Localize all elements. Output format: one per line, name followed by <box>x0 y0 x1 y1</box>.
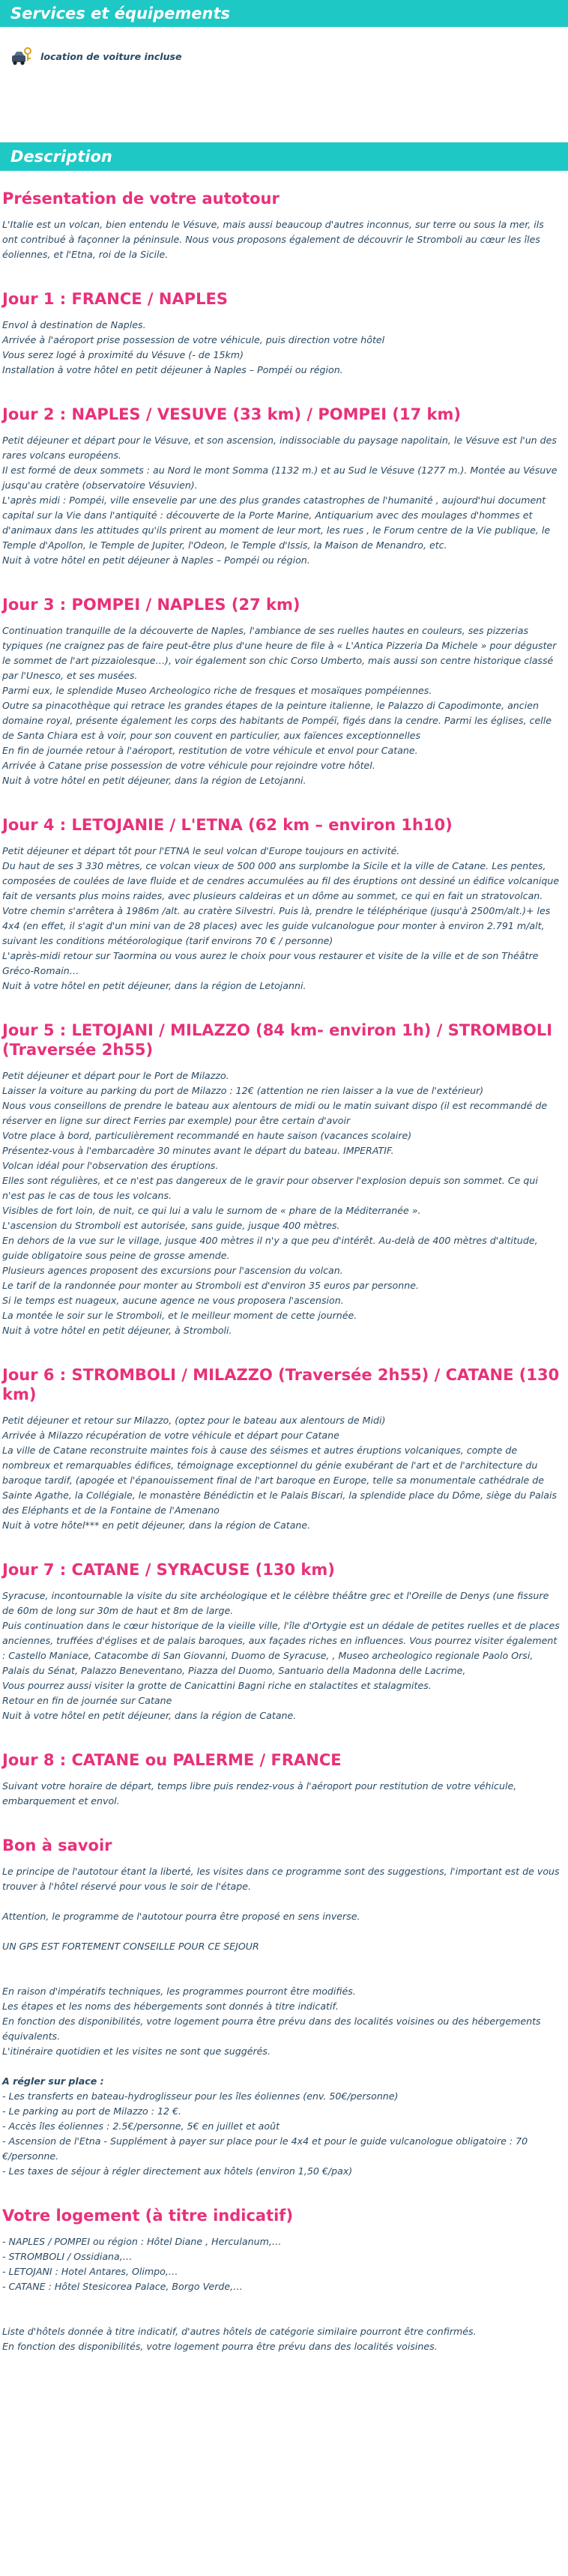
paragraph: Puis continuation dans le cœur historique de la vieille ville, l'île d'Ortygie est un dédale de petites ruelles et de places anciennes, truffées d'églises et de palais baroques, aux façades riches en influences. Vous pourrez visiter également : Castello Maniace, Catacombe di San Giovanni, Duomo de Syracuse, , Museo archeologico regionale Paolo Orsi, Palais du Sénat, Palazzo Beneventano, Piazza del Duomo, Santuario della Madonna delle Lacrime, <box>2 1620 560 1676</box>
paragraph: Du haut de ses 3 330 mètres, ce volcan vieux de 500 000 ans surplombe la Sicile et la ville de Catane. Les pentes, composées de coulées de lave fluide et de cendres accumulées au fil des éruptions ont dessiné un édifice volcanique fait de versants plus moins raides, avec plusieurs caldeiras et un dôme au sommet, ce qui en fait un stratovolcan. <box>2 860 560 901</box>
section-title: Jour 4 : LETOJANIE / L'ETNA (62 km – environ 1h10) <box>2 816 453 834</box>
paragraph: Nuit à votre hôtel en petit déjeuner, dans la région de Catane. <box>2 1710 297 1721</box>
paragraph: La ville de Catane reconstruite maintes fois à cause des séismes et autres éruptions volcaniques, compte de nombreux et remarquables édifices, témoignage exceptionnel du génie exubérant de l'art et de l'architecture du baroque tardif, (apogée et l'épanouissement final de l'art baroque en Europe, telle sa monumentale cathédrale de Sainte Agathe, la Collégiale, le monastère Bénédictin et le Palais Biscari, la splendide place du Dôme, siège du Palais des Eléphants et de la Fontaine de l'Amenano <box>2 1445 558 1516</box>
paragraph: Envol à destination de Naples. <box>2 319 146 330</box>
paragraph: La montée le soir sur le Stromboli, et le meilleur moment de cette journée. <box>2 1310 357 1321</box>
paragraph: L'itinéraire quotidien et les visites ne sont que suggérés. <box>2 2046 271 2057</box>
service-item <box>10 42 568 72</box>
paragraph: Le principe de l'autotour étant la liberté, les visites dans ce programme sont des suggestions, l'important est de vous trouver à l'hôtel réservé pour vous le soir de l'étape. <box>2 1866 560 1892</box>
service-item-label: location de voiture incluse <box>40 51 182 62</box>
paragraph: Votre chemin s'arrêtera à 1986m /alt. au cratère Silvestri. Puis là, prendre le téléphérique (jusqu'à 2500m/alt.)+ les 4x4 (en effet, il s'agit d'un mini van de 28 places) avec les guide vulcanologue pour monter à environ 2.791 m/alt, suivant les conditions météorologique (tarif environs 70 € / personne) <box>2 905 551 946</box>
section-title: Bon à savoir <box>2 1836 112 1854</box>
paragraph: Syracuse, incontournable la visite du site archéologique et le célèbre théâtre grec et l'Oreille de Denys (une fissure de 60m de long sur 30m de haut et 8m de large. <box>2 1590 549 1616</box>
paragraph: Petit déjeuner et départ tôt pour l'ETNA le seul volcan d'Europe toujours en activité. <box>2 845 400 856</box>
itinerary-section <box>2 1750 561 1809</box>
paragraph: - Les taxes de séjour à régler directement aux hôtels (environ 1,50 €/pax) <box>2 2165 353 2177</box>
paragraph: - Ascension de l'Etna - Supplément à payer sur place pour le 4x4 et pour le guide vulcanologue obligatoire : 70 €/personne. <box>2 2135 528 2162</box>
logement-section <box>2 2206 561 2354</box>
itinerary-section <box>2 815 561 994</box>
section-title: Jour 7 : CATANE / SYRACUSE (130 km) <box>2 1561 335 1579</box>
paragraph: Retour en fin de journée sur Catane <box>2 1695 172 1706</box>
section-title: Jour 1 : FRANCE / NAPLES <box>2 290 228 308</box>
paragraph: Votre place à bord, particulièrement recommandé en haute saison (vacances scolaire) <box>2 1130 412 1141</box>
paragraph: Outre sa pinacothèque qui retrace les grandes étapes de la peinture italienne, le Palazzo di Capodimonte, ancien domaine royal, présente également les corps des habitants de Pompéï, figés dans la cendre. Parmi les églises, celle de Santa Chiara est à voir, pour son couvent en particulier, aux faïences exceptionnelles <box>2 700 552 741</box>
paragraph: Les étapes et les noms des hébergements sont donnés à titre indicatif. <box>2 2001 339 2012</box>
paragraph: Installation à votre hôtel en petit déjeuner à Naples – Pompéi ou région. <box>2 364 343 375</box>
paragraph: Volcan idéal pour l'observation des éruptions. <box>2 1160 219 1171</box>
paragraph: Le tarif de la randonnée pour monter au Stromboli est d'environ 35 euros par personne. <box>2 1280 419 1291</box>
paragraph: Parmi eux, le splendide Museo Archeologico riche de fresques et mosaïques pompéiennes. <box>2 685 432 696</box>
paragraph: Petit déjeuner et départ pour le Vésuve, et son ascension, indissociable du paysage napolitain, le Vésuve est l'un des rares volcans européens. <box>2 435 557 461</box>
itinerary-section <box>2 289 561 378</box>
itinerary-section <box>2 1560 561 1723</box>
paragraph: Il est formé de deux sommets : au Nord le mont Somma (1132 m.) et au Sud le Vésuve (1277 m.). Montée au Vésuve jusqu'au cratère (observatoire Vésuvien). <box>2 465 558 491</box>
section-title: Jour 5 : LETOJANI / MILAZZO (84 km- environ 1h) / STROMBOLI (Traversée 2h55) <box>2 1021 553 1059</box>
itinerary-section <box>2 595 561 788</box>
paragraph: Plusieurs agences proposent des excursions pour l'ascension du volcan. <box>2 1265 343 1276</box>
paragraph: Nuit à votre hôtel en petit déjeuner, à Stromboli. <box>2 1325 232 1336</box>
paragraph: L'après midi : Pompéi, ville ensevelie par une des plus grandes catastrophes de l'humanité , aujourd'hui document capital sur la Vie dans l'antiquité : découverte de la Porte Marine, Antiquarium avec des moulages d'hommes et d'animaux dans les attitudes qu'ils prirent au moment de leur mort, les rues , le Forum centre de la Vie publique, le Temple d'Apollon, le Temple de Jupiter, l'Odeon, le Temple d'Issis, la Maison de Menandro, etc. <box>2 495 551 551</box>
paragraph: Présentez-vous à l'embarcadère 30 minutes avant le départ du bateau. IMPERATIF. <box>2 1145 394 1156</box>
paragraph: - STROMBOLI / Ossidiana,… <box>2 2251 133 2262</box>
services-header: Services et équipements <box>0 0 568 27</box>
paragraph: - NAPLES / POMPEI ou région : Hôtel Diane , Herculanum,… <box>2 2236 282 2247</box>
paragraph: Suivant votre horaire de départ, temps libre puis rendez-vous à l'aéroport pour restitution de votre véhicule, embarquement et envol. <box>2 1780 517 1806</box>
itinerary-section <box>2 405 561 568</box>
paragraph: L'après-midi retour sur Taormina ou vous aurez le choix pour vous restaurer et visite de la ville et de son Théâtre Gréco-Romain… <box>2 950 539 976</box>
section-title: Jour 8 : CATANE ou PALERME / FRANCE <box>2 1751 342 1769</box>
section-title: Votre logement (à titre indicatif) <box>2 2207 294 2225</box>
regler-title: A régler sur place : <box>2 2075 104 2087</box>
itinerary-section <box>2 1021 561 1338</box>
paragraph: Nuit à votre hôtel en petit déjeuner, dans la région de Letojanni. <box>2 980 306 991</box>
paragraph: - Le parking au port de Milazzo : 12 €. <box>2 2105 182 2117</box>
paragraph: - LETOJANI : Hotel Antares, Olimpo,… <box>2 2266 178 2277</box>
paragraph: En raison d'impératifs techniques, les programmes pourront être modifiés. <box>2 1986 356 1997</box>
paragraph: En fin de journée retour à l'aéroport, restitution de votre véhicule et envol pour Catane. <box>2 745 418 756</box>
paragraph: - Les transferts en bateau-hydroglisseur pour les îles éoliennes (env. 50€/personne) <box>2 2090 399 2102</box>
paragraph: Nuit à votre hôtel en petit déjeuner à Naples – Pompéi ou région. <box>2 554 310 566</box>
description-content <box>0 189 568 2354</box>
section-title: Jour 6 : STROMBOLI / MILAZZO (Traversée 2h55) / CATANE (130 km) <box>2 1366 560 1403</box>
paragraph: Nuit à votre hôtel*** en petit déjeuner, dans la région de Catane. <box>2 1520 311 1531</box>
section-title: Jour 2 : NAPLES / VESUVE (33 km) / POMPEI (17 km) <box>2 405 461 423</box>
paragraph: En fonction des disponibilités, votre logement pourra être prévu dans des localités voisines. <box>2 2341 438 2352</box>
paragraph: Visibles de fort loin, de nuit, ce qui lui a valu le surnom de « phare de la Méditerranée ». <box>2 1205 421 1216</box>
car-key-icon <box>10 46 33 68</box>
paragraph: Elles sont régulières, et ce n'est pas dangereux de le gravir pour observer l'explosion depuis son sommet. Ce qui n'est pas le cas de tous les volcans. <box>2 1175 538 1201</box>
paragraph: Vous pourrez aussi visiter la grotte de Canicattini Bagni riche en stalactites et stalagmites. <box>2 1680 432 1691</box>
itinerary-section <box>2 1365 561 1533</box>
paragraph: UN GPS EST FORTEMENT CONSEILLE POUR CE SEJOUR <box>2 1941 259 1952</box>
paragraph: - CATANE : Hôtel Stesicorea Palace, Borgo Verde,… <box>2 2281 243 2292</box>
paragraph: - Accès îles éoliennes : 2.5€/personne, 5€ en juillet et août <box>2 2120 280 2132</box>
paragraph: Arrivée à Milazzo récupération de votre véhicule et départ pour Catane <box>2 1430 339 1441</box>
itinerary-section <box>2 189 561 262</box>
paragraph: Si le temps est nuageux, aucune agence ne vous proposera l'ascension. <box>2 1295 344 1306</box>
paragraph: En dehors de la vue sur le village, jusque 400 mètres il n'y a que peu d'intérêt. Au-delà de 400 mètres d'altitude, guide obligatoire sous peine de grosse amende. <box>2 1235 538 1261</box>
description-header: Description <box>0 142 568 171</box>
paragraph: Arrivée à Catane prise possession de votre véhicule pour rejoindre votre hôtel. <box>2 760 375 771</box>
paragraph: Attention, le programme de l'autotour pourra être proposé en sens inverse. <box>2 1911 360 1922</box>
paragraph: Vous serez logé à proximité du Vésuve (- de 15km) <box>2 349 244 360</box>
paragraph: Continuation tranquille de la découverte de Naples, l'ambiance de ses ruelles hautes en couleurs, ses pizzerias typiques (ne craignez pas de faire peut-être plus d'une heure de file à « L'Antica Pizzeria Da Michele » pour déguster le sommet de l'art pizzaiolesque…), voir également son chic Corso Umberto, mais aussi son centre historique classé par l'Unesco, et ses musées. <box>2 625 557 681</box>
paragraph: Petit déjeuner et retour sur Milazzo, (optez pour le bateau aux alentours de Midi) <box>2 1415 386 1426</box>
paragraph: L'Italie est un volcan, bien entendu le Vésuve, mais aussi beaucoup d'autres inconnus, sur terre ou sous la mer, ils ont contribué à façonner la péninsule. Nous vous proposons également de découvrir le Stromboli au cœur les îles éoliennes, et l'Etna, roi de la Sicile. <box>2 219 544 260</box>
section-title: Jour 3 : POMPEI / NAPLES (27 km) <box>2 596 300 614</box>
bon-a-savoir-section <box>2 1836 561 2179</box>
paragraph: En fonction des disponibilités, votre logement pourra être prévu dans des localités voisines ou des hébergements équivalents. <box>2 2016 541 2042</box>
paragraph: Nous vous conseillons de prendre le bateau aux alentours de midi ou le matin suivant dispo (il est recommandé de réserver en ligne sur direct Ferries par exemple) pour être certain d'avoir <box>2 1100 548 1126</box>
paragraph: Liste d'hôtels donnée à titre indicatif, d'autres hôtels de catégorie similaire pourront être confirmés. <box>2 2326 477 2337</box>
paragraph: L'ascension du Stromboli est autorisée, sans guide, jusque 400 mètres. <box>2 1220 340 1231</box>
paragraph: Arrivée à l'aéroport prise possession de votre véhicule, puis direction votre hôtel <box>2 334 385 345</box>
paragraph: Nuit à votre hôtel en petit déjeuner, dans la région de Letojanni. <box>2 775 306 786</box>
section-title: Présentation de votre autotour <box>2 190 280 208</box>
paragraph: Petit déjeuner et départ pour le Port de Milazzo. <box>2 1070 229 1081</box>
paragraph: Laisser la voiture au parking du port de Milazzo : 12€ (attention ne rien laisser a la vue de l'extérieur) <box>2 1085 484 1096</box>
